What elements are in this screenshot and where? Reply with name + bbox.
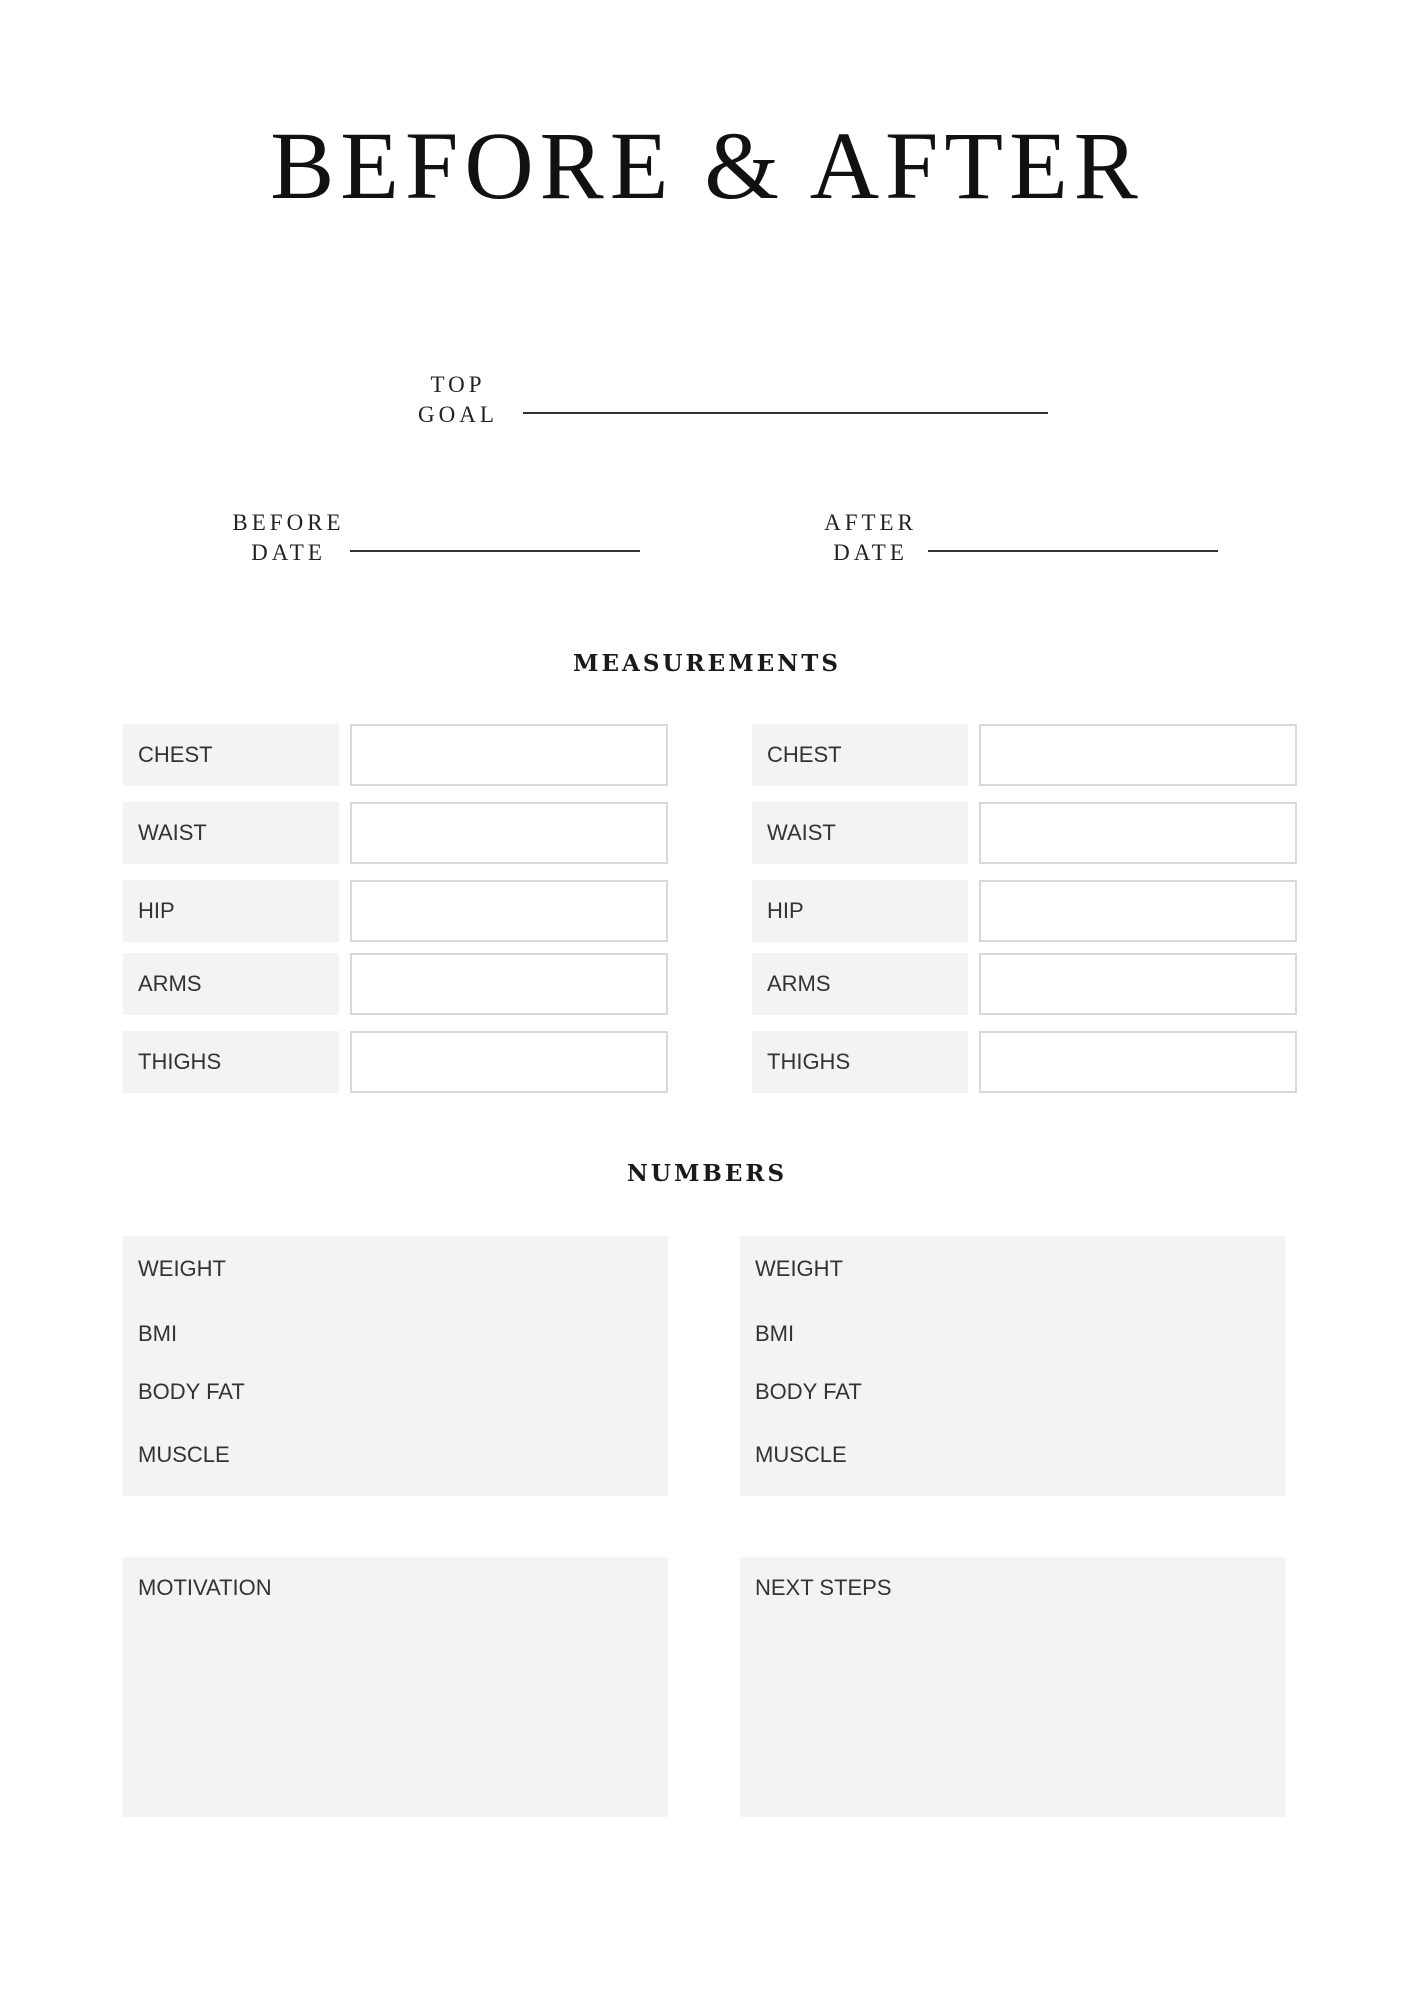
after-date-label — [813, 508, 928, 568]
before-hip-input[interactable] — [350, 880, 668, 942]
after-arms-label: ARMS — [752, 953, 968, 1015]
after-chest-label: CHEST — [752, 724, 968, 786]
after-thighs-label: THIGHS — [752, 1031, 968, 1093]
next-steps-panel[interactable] — [740, 1557, 1285, 1817]
motivation-label: MOTIVATION — [138, 1575, 272, 1600]
after-hip-input[interactable] — [979, 880, 1297, 942]
after-muscle-label: MUSCLE — [755, 1442, 847, 1467]
after-date-label-line1: AFTER — [824, 510, 917, 535]
before-thighs-label: THIGHS — [123, 1031, 339, 1093]
before-arms-input[interactable] — [350, 953, 668, 1015]
after-hip-label: HIP — [752, 880, 968, 942]
top-goal-input-line[interactable] — [523, 412, 1048, 414]
before-waist-input[interactable] — [350, 802, 668, 864]
before-chest-label: CHEST — [123, 724, 339, 786]
before-chest-input[interactable] — [350, 724, 668, 786]
next-steps-label: NEXT STEPS — [755, 1575, 892, 1600]
top-goal-label-line1: TOP — [430, 372, 486, 397]
before-bmi-label: BMI — [138, 1321, 178, 1346]
after-weight-label: WEIGHT — [755, 1256, 843, 1281]
after-arms-input[interactable] — [979, 953, 1297, 1015]
before-muscle-label: MUSCLE — [138, 1442, 230, 1467]
after-body-fat-label: BODY FAT — [755, 1379, 862, 1404]
measurements-heading: MEASUREMENTS — [573, 650, 841, 677]
after-thighs-input[interactable] — [979, 1031, 1297, 1093]
after-waist-label: WAIST — [752, 802, 968, 864]
before-waist-label: WAIST — [123, 802, 339, 864]
before-thighs-input[interactable] — [350, 1031, 668, 1093]
top-goal-label-line2: GOAL — [418, 402, 498, 427]
after-date-input-line[interactable] — [928, 550, 1218, 552]
page-title: BEFORE & AFTER — [270, 112, 1144, 219]
after-bmi-label: BMI — [755, 1321, 795, 1346]
after-date-label-line2: DATE — [833, 540, 908, 565]
before-numbers-panel[interactable] — [123, 1236, 668, 1496]
motivation-panel[interactable] — [123, 1557, 668, 1817]
after-waist-input[interactable] — [979, 802, 1297, 864]
before-weight-label: WEIGHT — [138, 1256, 226, 1281]
before-date-input-line[interactable] — [350, 550, 640, 552]
after-numbers-panel[interactable] — [740, 1236, 1285, 1496]
before-body-fat-label: BODY FAT — [138, 1379, 245, 1404]
numbers-heading: NUMBERS — [626, 1160, 788, 1187]
after-chest-input[interactable] — [979, 724, 1297, 786]
before-arms-label: ARMS — [123, 953, 339, 1015]
before-date-label-line2: DATE — [251, 540, 326, 565]
before-date-label-line1: BEFORE — [232, 510, 345, 535]
before-hip-label: HIP — [123, 880, 339, 942]
top-goal-label — [408, 370, 508, 430]
before-date-label — [226, 508, 351, 568]
